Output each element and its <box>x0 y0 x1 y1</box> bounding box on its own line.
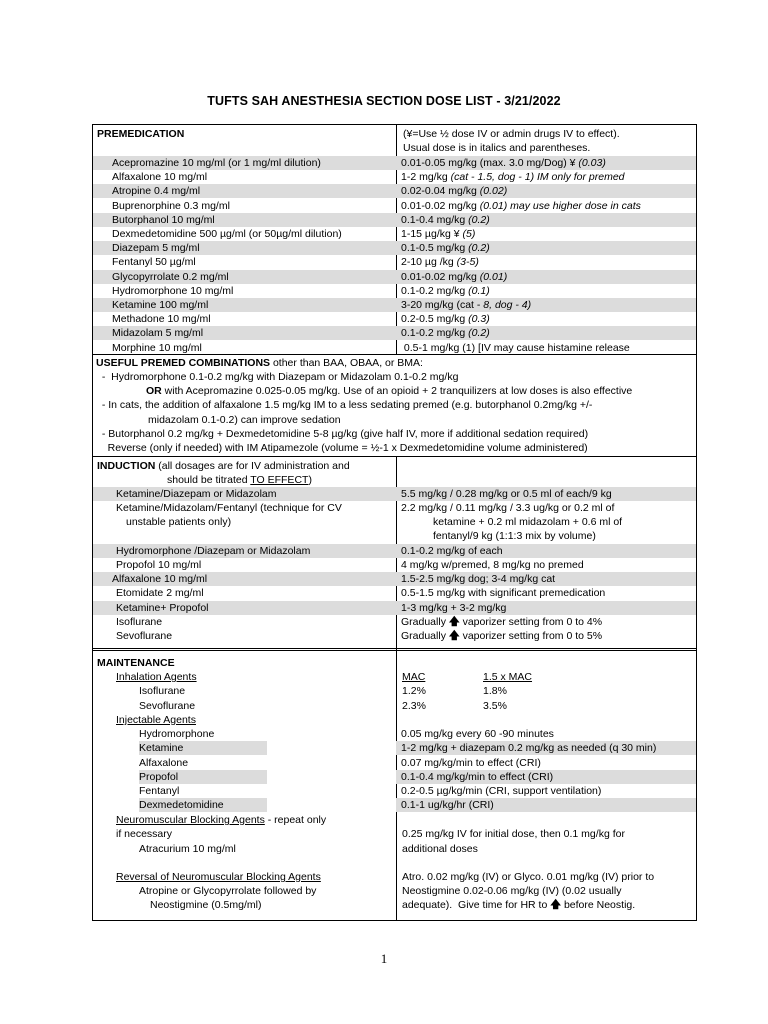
dose: 2-10 µg /kg (3-5) <box>401 256 479 269</box>
dose: 4 mg/kg w/premed, 8 mg/kg no premed <box>401 559 584 571</box>
premed-row <box>93 312 696 326</box>
drug-name: Etomidate 2 mg/ml <box>116 587 204 599</box>
mac-header: MAC <box>402 671 426 683</box>
up-arrow-icon: 🡅 <box>550 899 562 911</box>
induction-row <box>93 487 696 501</box>
dose: 0.1-0.5 mg/kg (0.2) <box>396 241 696 255</box>
dose: 1-2 mg/kg + diazepam 0.2 mg/kg as needed (q 30 min) <box>396 741 696 755</box>
injectable-label: Injectable Agents <box>116 714 196 726</box>
reversal-label: Reversal of Neuromuscular Blocking Agents <box>116 871 321 883</box>
dose: 0.5-1.5 mg/kg with significant premedication <box>401 587 606 599</box>
drug-name: Butorphanol 10 mg/ml <box>93 213 396 227</box>
atracurium-label: Atracurium 10 mg/ml <box>139 843 236 855</box>
maintenance-header: MAINTENANCE <box>97 657 175 669</box>
dose: fentanyl/9 kg (1:1:3 mix by volume) <box>433 530 596 542</box>
mac15-header: 1.5 x MAC <box>483 671 533 683</box>
iso-mac15: 1.8% <box>483 685 507 697</box>
dose: 0.2-0.5 µg/kg/min (CRI, support ventilation) <box>401 785 602 797</box>
atracurium-dose-2: additional doses <box>402 843 478 855</box>
sevo-label: Sevoflurane <box>139 700 196 712</box>
dose: 0.1-1 ug/kg/hr (CRI) <box>396 798 696 812</box>
induction-row <box>93 529 696 543</box>
dose: 0.01-0.02 mg/kg (0.01) may use higher dose in cats <box>401 199 641 212</box>
premed-header: PREMEDICATION <box>97 128 185 140</box>
sevo-mac15: 3.5% <box>483 700 507 712</box>
premed-row <box>93 184 696 198</box>
drug-name: Alfaxalone 10 mg/ml <box>112 171 208 184</box>
induction-row <box>93 501 696 515</box>
induction-header: INDUCTION (all dosages are for IV administration and <box>97 460 350 472</box>
dose: 1-2 mg/kg (cat - 1.5, dog - 1) IM only for premed <box>401 171 625 184</box>
drug-name: Acepromazine 10 mg/ml (or 1 mg/ml dilution) <box>93 156 396 170</box>
drug-name: Isoflurane <box>116 616 163 628</box>
reversal-label-3: Neostigmine (0.5mg/ml) <box>150 899 262 911</box>
dose: 0.01-0.05 mg/kg (max. 3.0 mg/Dog) ¥ (0.03) <box>396 156 696 170</box>
injectable-row <box>93 784 696 798</box>
drug-name: Morphine 10 mg/ml <box>112 341 202 354</box>
premed-row <box>93 241 696 255</box>
induction-row <box>93 586 696 600</box>
induction-row <box>93 601 696 615</box>
dose: 0.07 mg/kg/min to effect (CRI) <box>401 757 541 769</box>
induction-row <box>93 558 696 572</box>
dose: 0.05 mg/kg every 60 -90 minutes <box>401 728 554 740</box>
premed-row <box>93 156 696 170</box>
dose: 0.02-0.04 mg/kg (0.02) <box>396 184 696 198</box>
drug-name: Fentanyl <box>139 785 180 797</box>
drug-name: Hydromorphone <box>139 728 215 740</box>
reversal-label-2: Atropine or Glycopyrrolate followed by <box>139 885 317 897</box>
premed-row <box>93 170 696 184</box>
drug-name: Propofol <box>139 770 267 784</box>
inhalation-label: Inhalation Agents <box>116 671 197 683</box>
dose: 0.1-0.2 mg/kg (0.1) <box>401 284 490 297</box>
injectable-row <box>93 756 696 770</box>
dose: 0.2-0.5 mg/kg (0.3) <box>401 313 490 326</box>
drug-name: unstable patients only) <box>126 516 232 528</box>
injectable-row <box>93 770 696 784</box>
nmb-label: Neuromuscular Blocking Agents - repeat only <box>116 814 327 826</box>
dose: 0.1-0.4 mg/kg (0.2) <box>396 213 696 227</box>
dose: 2.2 mg/kg / 0.11 mg/kg / 3.3 ug/kg or 0.2 ml of <box>401 502 615 514</box>
dose: 0.5-1 mg/kg (1) [IV may cause histamine release <box>401 341 630 354</box>
drug-name: Methadone 10 mg/ml <box>112 313 211 326</box>
dose: Gradually 🡅 vaporizer setting from 0 to 4% <box>401 616 603 628</box>
dose: 5.5 mg/kg / 0.28 mg/kg or 0.5 ml of each/9 kg <box>396 487 696 501</box>
premed-row <box>93 199 696 213</box>
drug-name: Ketamine 100 mg/ml <box>93 298 396 312</box>
dose: 3-20 mg/kg (cat - 8, dog - 4) <box>396 298 696 312</box>
premed-row <box>93 255 696 269</box>
injectable-row <box>93 741 696 755</box>
reversal-dose-3: adequate). Give time for HR to 🡅 before Neostig. <box>402 899 636 911</box>
dose: 0.1-0.2 mg/kg (0.2) <box>396 326 696 340</box>
induction-row <box>93 629 696 643</box>
combo-line: - Butorphanol 0.2 mg/kg + Dexmedetomidine 5-8 µg/kg (give half IV, more if additional sedation required) <box>96 428 589 440</box>
premed-row <box>93 341 696 355</box>
sevo-mac: 2.3% <box>402 700 426 712</box>
drug-name: Atropine 0.4 mg/ml <box>93 184 396 198</box>
drug-name: Hydromorphone /Diazepam or Midazolam <box>93 544 396 558</box>
combo-line: - Hydromorphone 0.1-0.2 mg/kg with Diazepam or Midazolam 0.1-0.2 mg/kg <box>96 371 459 383</box>
drug-name: Glycopyrrolate 0.2 mg/ml <box>93 270 396 284</box>
premed-row <box>93 298 696 312</box>
injectable-row <box>93 798 696 812</box>
combos-header: USEFUL PREMED COMBINATIONS other than BAA, OBAA, or BMA: <box>96 357 423 369</box>
combo-line: midazolam 0.1-0.2) can improve sedation <box>148 414 341 426</box>
premed-row <box>93 284 696 298</box>
drug-name: Propofol 10 mg/ml <box>116 559 202 571</box>
up-arrow-icon: 🡅 <box>448 616 460 628</box>
induction-row <box>93 615 696 629</box>
drug-name: Diazepam 5 mg/ml <box>93 241 396 255</box>
dose: 0.1-0.4 mg/kg/min to effect (CRI) <box>396 770 696 784</box>
dose: 1-15 µg/kg ¥ (5) <box>401 228 476 240</box>
drug-name: Fentanyl 50 µg/ml <box>112 256 196 269</box>
drug-name: Sevoflurane <box>116 630 173 642</box>
combo-line: - In cats, the addition of alfaxalone 1.5 mg/kg IM to a less sedating premed (e.g. butorphanol 0.2mg/kg +/- <box>96 399 593 411</box>
injectable-row <box>93 727 696 741</box>
atracurium-dose: 0.25 mg/kg IV for initial dose, then 0.1 mg/kg for <box>402 828 625 840</box>
drug-name: Ketamine/Midazolam/Fentanyl (technique for CV <box>116 502 342 514</box>
induction-row <box>93 572 696 586</box>
drug-name: Dexmedetomidine <box>139 798 267 812</box>
drug-name: Ketamine/Diazepam or Midazolam <box>93 487 396 501</box>
drug-name: Alfaxalone 10 mg/ml <box>93 572 396 586</box>
dose: 1.5-2.5 mg/kg dog; 3-4 mg/kg cat <box>396 572 696 586</box>
dose: ketamine + 0.2 ml midazolam + 0.6 ml of <box>433 516 623 528</box>
drug-name: Buprenorphine 0.3 mg/ml <box>112 199 230 212</box>
drug-name: Alfaxalone <box>139 757 189 769</box>
page-title: TUFTS SAH ANESTHESIA SECTION DOSE LIST - 3/21/2022 <box>207 94 561 108</box>
drug-name <box>93 529 396 543</box>
nmb-label-2: if necessary <box>116 828 173 840</box>
dose: 0.1-0.2 mg/kg of each <box>396 544 696 558</box>
induction-subheader: should be titrated TO EFFECT) <box>167 474 312 486</box>
premed-note-2: Usual dose is in italics and parentheses. <box>403 142 591 154</box>
drug-name: Ketamine+ Propofol <box>93 601 396 615</box>
page-number: 1 <box>380 951 388 966</box>
dose: Gradually 🡅 vaporizer setting from 0 to 5% <box>401 630 603 642</box>
up-arrow-icon: 🡅 <box>448 630 460 642</box>
premed-row <box>93 326 696 340</box>
premed-row <box>93 227 696 241</box>
combo-line: OR with Acepromazine 0.025-0.05 mg/kg. Use of an opioid + 2 tranquilizers at low doses is also effective <box>146 385 633 397</box>
dose: 1-3 mg/kg + 3-2 mg/kg <box>396 601 696 615</box>
reversal-dose: Atro. 0.02 mg/kg (IV) or Glyco. 0.01 mg/kg (IV) prior to <box>402 871 655 883</box>
induction-row <box>93 544 696 558</box>
premed-note: (¥=Use ½ dose IV or admin drugs IV to effect). <box>403 128 620 140</box>
drug-name: Dexmedetomidine 500 µg/ml (or 50µg/ml dilution) <box>112 228 342 240</box>
drug-name: Midazolam 5 mg/ml <box>93 326 396 340</box>
induction-row <box>93 515 696 529</box>
iso-mac: 1.2% <box>402 685 426 697</box>
reversal-dose-2: Neostigmine 0.02-0.06 mg/kg (IV) (0.02 usually <box>402 885 622 897</box>
drug-name: Ketamine <box>139 741 267 755</box>
premed-row <box>93 270 696 284</box>
premed-row <box>93 213 696 227</box>
dose: 0.01-0.02 mg/kg (0.01) <box>396 270 696 284</box>
combo-line: Reverse (only if needed) with IM Atipamezole (volume = ½-1 x Dexmedetomidine volume administered) <box>96 442 588 454</box>
drug-name: Hydromorphone 10 mg/ml <box>112 284 234 297</box>
iso-label: Isoflurane <box>139 685 186 697</box>
